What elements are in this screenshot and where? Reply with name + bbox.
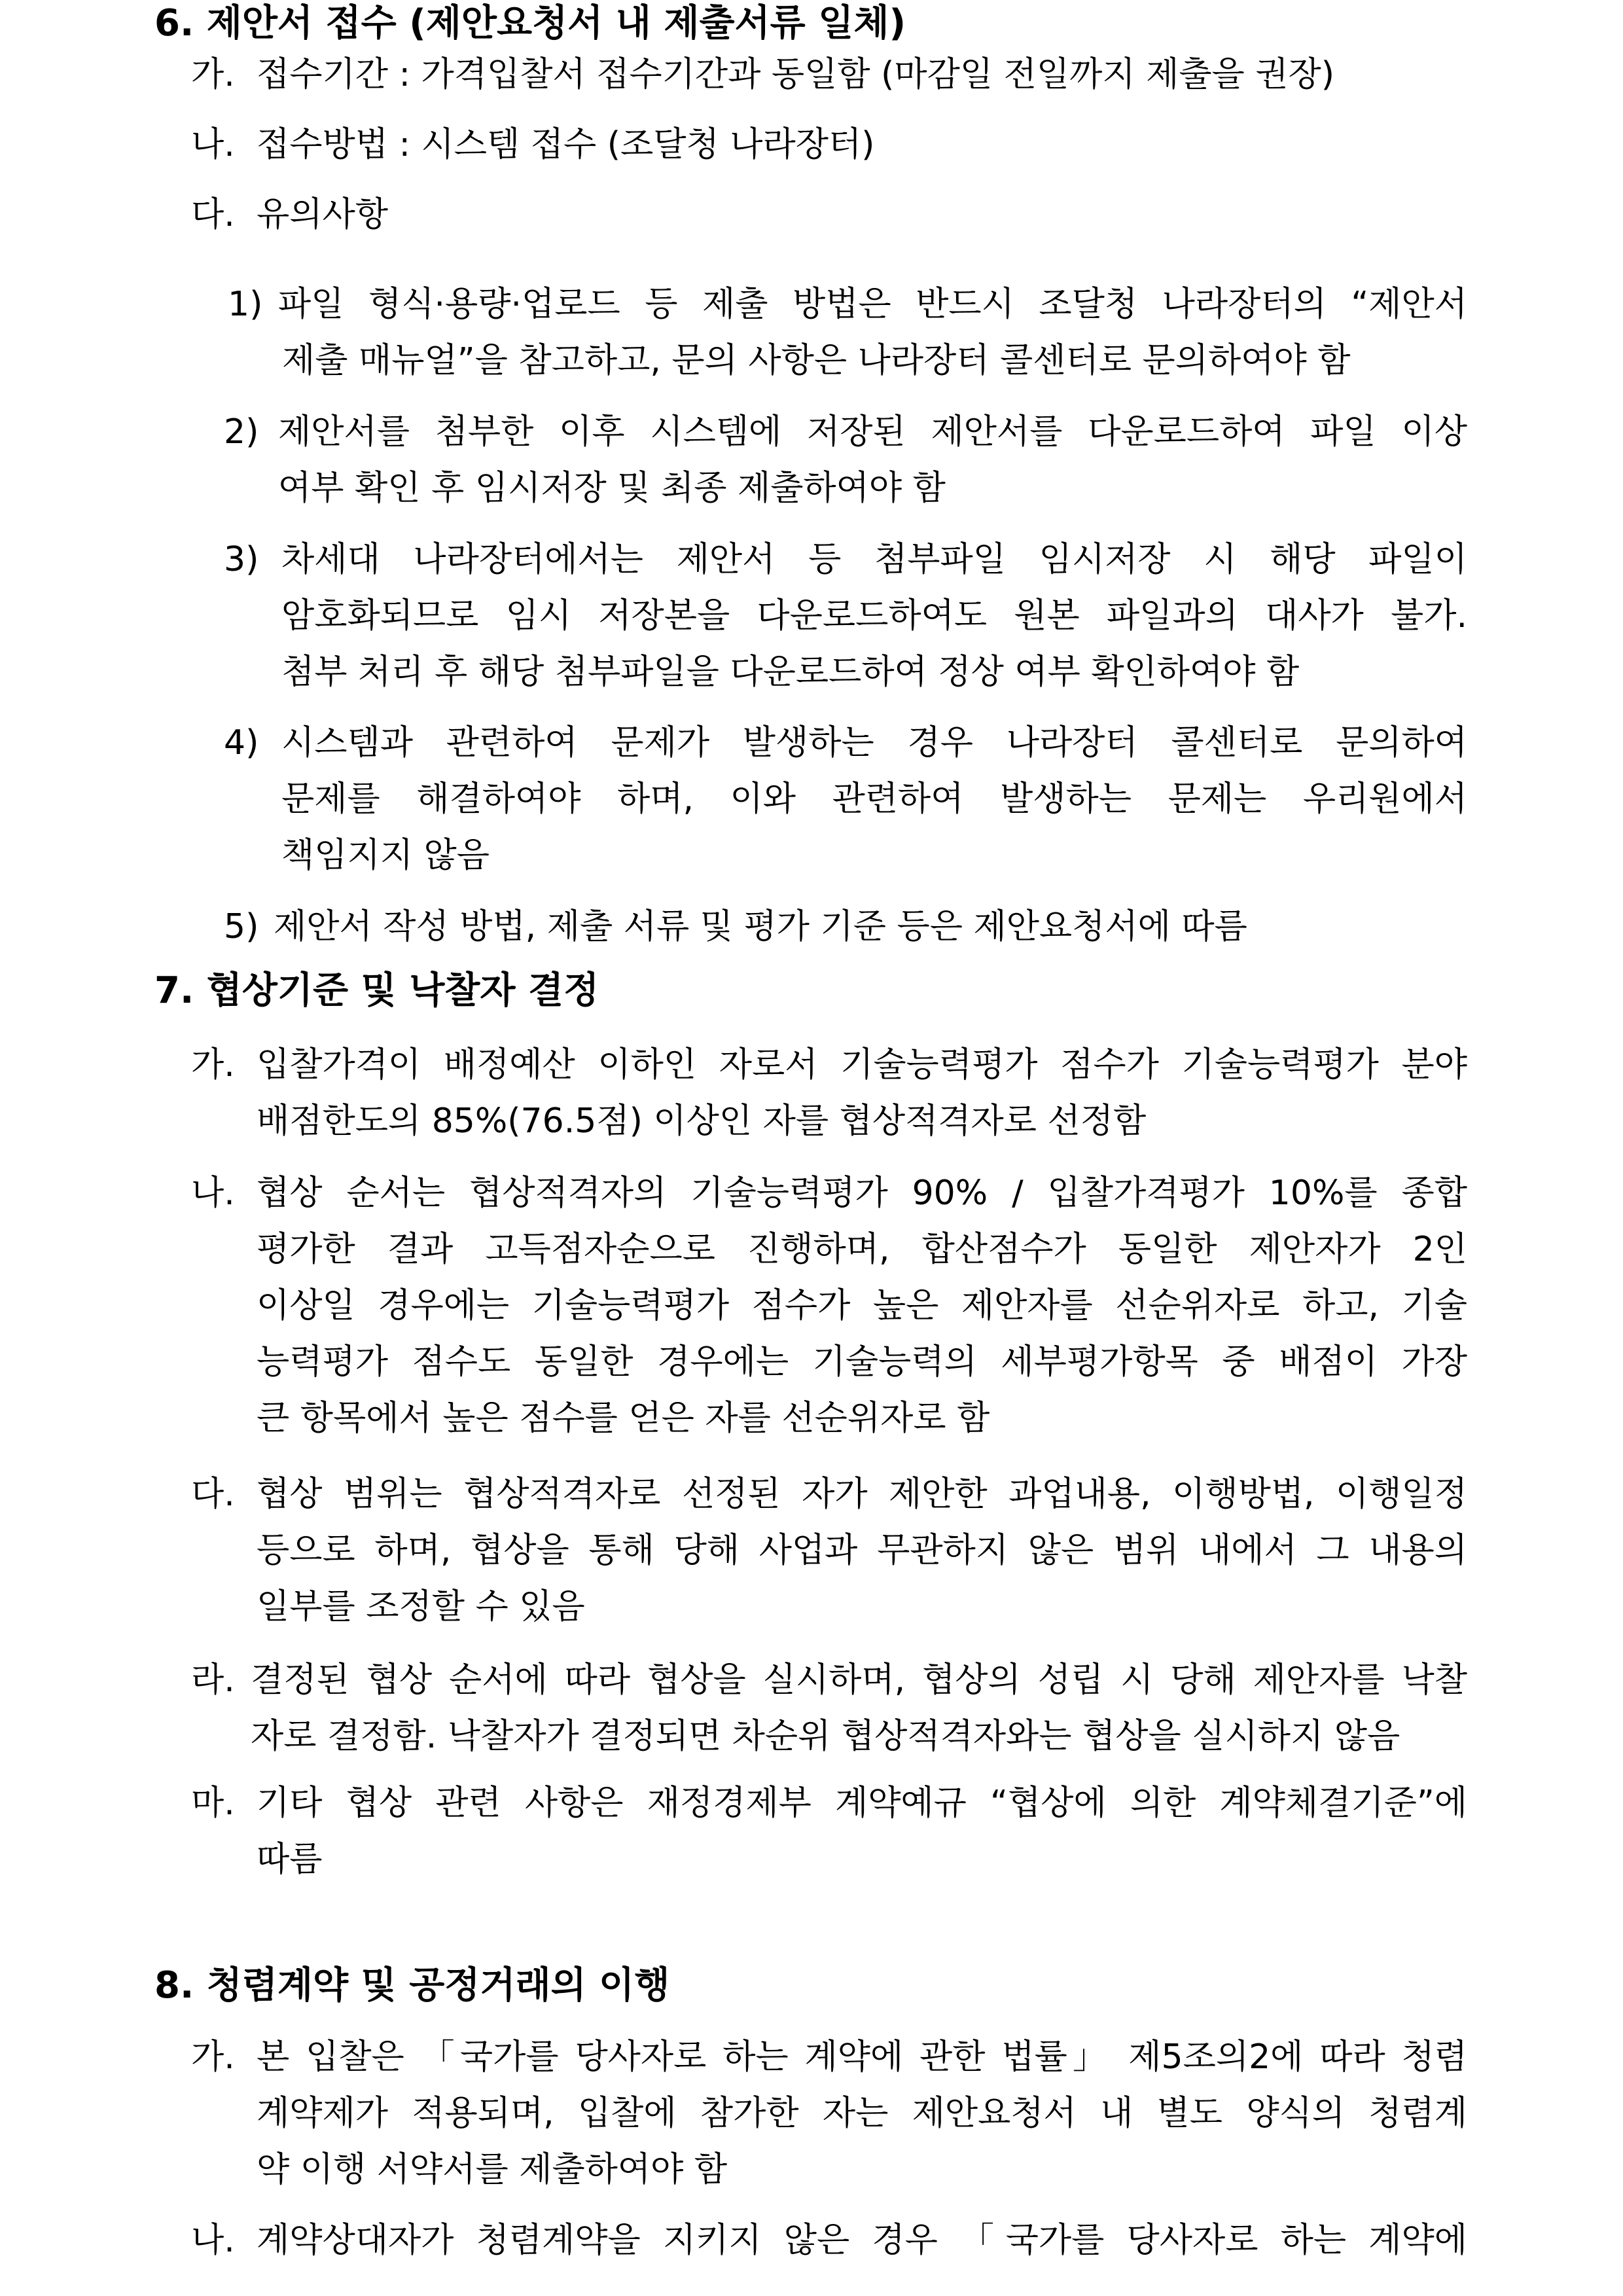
item-line: 결정된 협상 순서에 따라 협상을 실시하며, 협상의 성립 시 당해 제안자를 낙찰 (251, 1660, 1467, 1700)
item-line: 큰 항목에서 높은 점수를 얻은 자를 선순위자로 함 (257, 1399, 990, 1438)
item-line: 여부 확인 후 임시저장 및 최종 제출하여야 함 (278, 469, 946, 508)
item-line: 접수기간 : 가격입찰서 접수기간과 동일함 (마감일 전일까지 제출을 권장) (257, 55, 1335, 94)
item-line: 기타 협상 관련 사항은 재정경제부 계약예규 “협상에 의한 계약체결기준”에 (257, 1784, 1467, 1823)
item-line: 유의사항 (257, 195, 388, 234)
item-line: 차세대 나라장터에서는 제안서 등 첨부파일 임시저장 시 해당 파일이 (281, 540, 1467, 579)
item-marker: 2) (224, 412, 259, 452)
item-line: 책임지지 않음 (281, 836, 490, 875)
item-marker: 1) (228, 285, 263, 324)
item-line: 제안서를 첨부한 이후 시스템에 저장된 제안서를 다운로드하여 파일 이상 (278, 412, 1467, 452)
item-line: 협상 순서는 협상적격자의 기술능력평가 90% / 입찰가격평가 10%를 종합 (257, 1174, 1467, 1213)
item-marker: 나. (191, 1174, 235, 1213)
item-line: 첨부 처리 후 해당 첨부파일을 다운로드하여 정상 여부 확인하여야 함 (281, 653, 1300, 692)
item-text (257, 1037, 1467, 1149)
item-line: 파일 형식·용량·업로드 등 제출 방법은 반드시 조달청 나라장터의 “제안서 (278, 285, 1467, 324)
item-marker: 가. (191, 55, 235, 94)
item-marker: 다. (191, 1475, 235, 1514)
item-text (257, 117, 1467, 173)
item-line: 이상일 경우에는 기술능력평가 점수가 높은 제안자를 선순위자로 하고, 기술 (257, 1286, 1467, 1325)
item-text (274, 899, 1467, 955)
item-marker: 가. (191, 1045, 235, 1085)
item-line: 평가한 결과 고득점자순으로 진행하며, 합산점수가 동일한 제안자가 2인 (257, 1230, 1467, 1269)
item-line: 계약상대자가 청렴계약을 지키지 않은 경우 「국가를 당사자로 하는 계약에 (257, 2221, 1467, 2260)
item-text (281, 715, 1467, 884)
item-line: 제출 매뉴얼”을 참고하고, 문의 사항은 나라장터 콜센터로 문의하여야 함 (282, 341, 1351, 380)
item-marker: 4) (224, 723, 259, 762)
item-marker: 나. (191, 2221, 235, 2260)
item-marker: 가. (191, 2037, 235, 2077)
item-line: 자로 결정함. 낙찰자가 결정되면 차순위 협상적격자와는 협상을 실시하지 않음 (251, 1717, 1400, 1756)
item-text (257, 1165, 1467, 1446)
item-line: 배점한도의 85%(76.5점) 이상인 자를 협상적격자로 선정함 (257, 1102, 1147, 1141)
item-text (257, 46, 1467, 103)
section-heading: 8. 청렴계약 및 공정거래의 이행 (154, 1964, 670, 2007)
item-text (257, 1775, 1467, 1888)
item-marker: 다. (191, 195, 235, 234)
item-line: 능력평가 점수도 동일한 경우에는 기술능력의 세부평가항목 중 배점이 가장 (257, 1342, 1467, 1382)
item-text (257, 187, 1467, 243)
item-text (257, 2212, 1467, 2269)
item-text (257, 2029, 1467, 2198)
item-line: 시스템과 관련하여 문제가 발생하는 경우 나라장터 콜센터로 문의하여 (281, 723, 1467, 762)
item-marker: 5) (224, 907, 259, 946)
item-text (281, 531, 1467, 700)
item-line: 일부를 조정할 수 있음 (257, 1587, 585, 1626)
item-marker: 3) (224, 540, 259, 579)
item-line: 약 이행 서약서를 제출하여야 함 (257, 2150, 728, 2189)
item-marker: 마. (191, 1784, 235, 1823)
item-marker: 나. (191, 125, 235, 164)
section-heading: 7. 협상기준 및 낙찰자 결정 (154, 969, 599, 1012)
item-text (257, 1466, 1467, 1635)
item-line: 본 입찰은 「국가를 당사자로 하는 계약에 관한 법률」 제5조의2에 따라 청렴 (257, 2037, 1467, 2077)
item-line: 등으로 하며, 협상을 통해 당해 사업과 무관하지 않은 범위 내에서 그 내용의 (257, 1531, 1467, 1570)
section-heading: 6. 제안서 접수 (제안요청서 내 제출서류 일체) (154, 2, 906, 45)
item-text (278, 276, 1467, 389)
item-text (251, 1652, 1467, 1765)
item-line: 문제를 해결하여야 하며, 이와 관련하여 발생하는 문제는 우리원에서 (281, 780, 1467, 819)
item-line: 입찰가격이 배정예산 이하인 자로서 기술능력평가 점수가 기술능력평가 분야 (257, 1045, 1467, 1085)
item-line: 계약제가 적용되며, 입찰에 참가한 자는 제안요청서 내 별도 양식의 청렴계 (257, 2094, 1467, 2133)
item-line: 암호화되므로 임시 저장본을 다운로드하여도 원본 파일과의 대사가 불가. (281, 596, 1467, 636)
item-line: 협상 범위는 협상적격자로 선정된 자가 제안한 과업내용, 이행방법, 이행일정 (257, 1475, 1467, 1514)
item-marker: 라. (191, 1660, 235, 1700)
item-text (278, 404, 1467, 516)
item-line: 따름 (257, 1840, 323, 1879)
item-line: 접수방법 : 시스템 접수 (조달청 나라장터) (257, 125, 875, 164)
item-line: 제안서 작성 방법, 제출 서류 및 평가 기준 등은 제안요청서에 따름 (274, 907, 1247, 946)
